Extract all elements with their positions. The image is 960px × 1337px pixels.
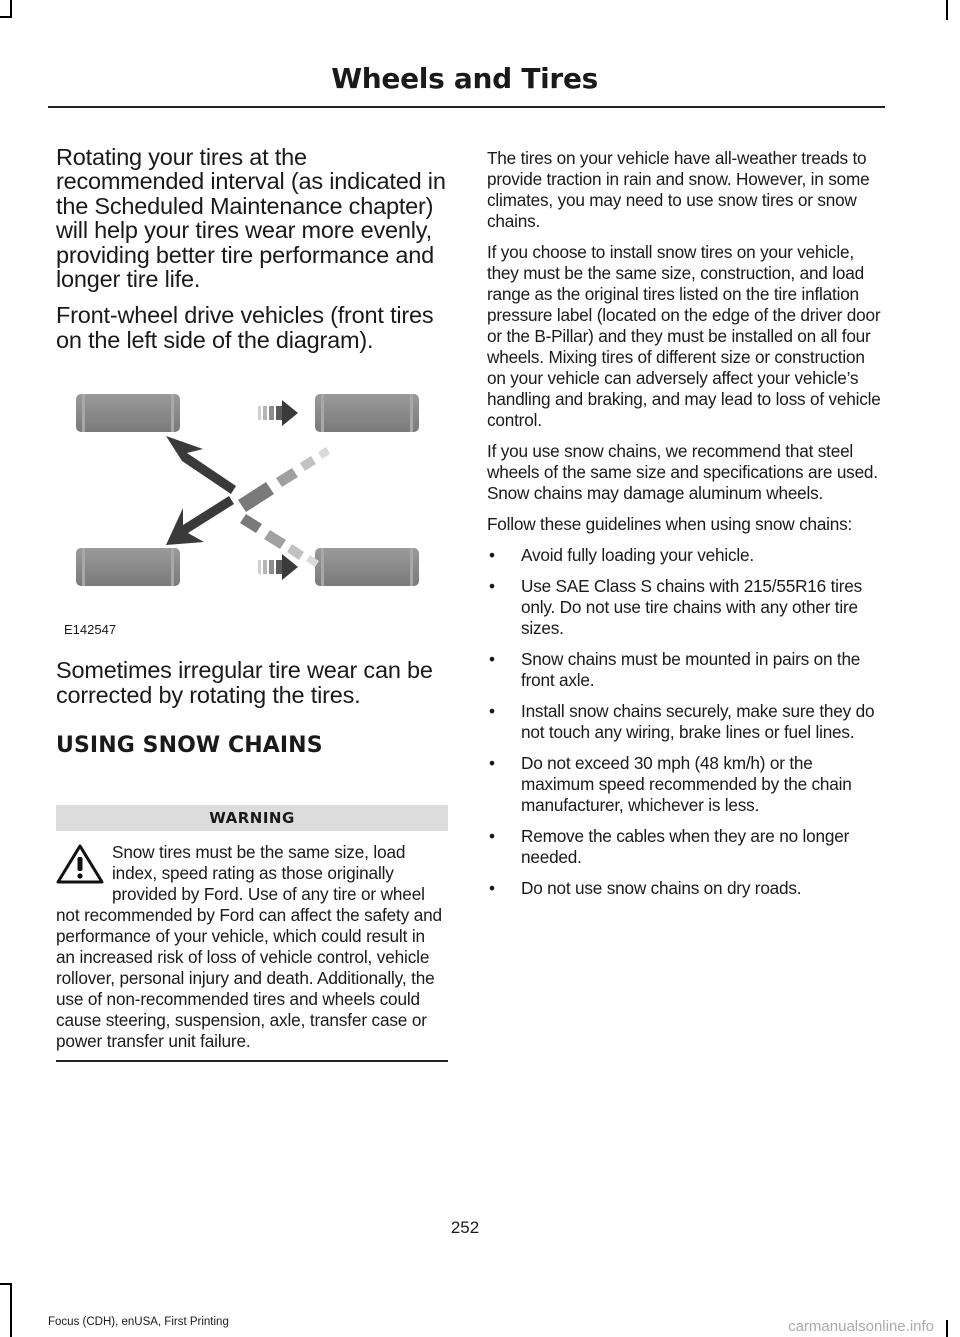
tire-rotation-diagram: [56, 374, 448, 648]
tire-front-left: [76, 394, 180, 432]
crop-mark-top-left-h: [0, 16, 12, 18]
list-item: • Use SAE Class S chains with 215/55R16 tires only. Do not use tire chains with any other tire sizes.: [489, 576, 863, 638]
arrow-right-top-icon: [258, 400, 298, 426]
crop-mark-top-right: [946, 0, 948, 20]
page-title: Wheels and Tires: [331, 62, 598, 95]
bullet-dot: •: [489, 545, 495, 565]
bullet-dot: •: [489, 878, 495, 898]
tire-rear-right: [315, 548, 419, 586]
list-item: • Remove the cables when they are no longer needed.: [489, 826, 850, 867]
warning-box: [56, 805, 448, 1062]
page-number: 252: [450, 1218, 480, 1237]
all-weather-paragraph: The tires on your vehicle have all-weather treads to provide traction in rain and snow. However, in some climates, you may need to use snow tires or snow chains.: [487, 148, 870, 231]
guidelines-list: [487, 545, 882, 899]
crop-mark-top-left: [10, 0, 12, 16]
tire-rotation-svg: [56, 374, 448, 648]
figure-code: E142547: [64, 622, 117, 638]
guidelines-intro: Follow these guidelines when using snow chains:: [487, 514, 853, 534]
header-divider: [48, 106, 885, 108]
left-column: [56, 145, 448, 1062]
list-item: • Install snow chains securely, make sure they do not touch any wiring, brake lines or fuel lines.: [489, 701, 875, 742]
bullet-dot: •: [489, 576, 495, 596]
right-column: [487, 148, 882, 909]
watermark: carmanualsonline.info: [788, 1318, 934, 1335]
fwd-note: Front-wheel drive vehicles (front tires on the left side of the diagram).: [56, 302, 434, 353]
faded-cross-arrows-icon: [238, 447, 330, 567]
arrow-right-bottom-icon: [258, 554, 298, 580]
crop-mark-bottom-left: [10, 1283, 12, 1337]
warning-body: [56, 842, 448, 1052]
footer-edition: Focus (CDH), enUSA, First Printing: [48, 1316, 229, 1328]
warning-text: Snow tires must be the same size, load index, speed rating as those originally provided by Ford. Use of any tire or wheel not recommended by Ford can affect the safety and performance of your vehicle, which could result in an increased risk of loss of vehicle control, vehicle rollover, personal injury and death. Additionally, the use of non-recommended tires and wheels could cause steering, suspension, axle, transfer case or power transfer unit failure.: [56, 842, 442, 1052]
warning-label: WARNING: [56, 805, 448, 831]
bullet-dot: •: [489, 753, 495, 773]
crop-mark-bottom-left-h: [0, 1283, 12, 1285]
warning-divider: [56, 1060, 448, 1062]
list-item: • Do not exceed 30 mph (48 km/h) or the maximum speed recommended by the chain manufacturer, whichever is less.: [489, 753, 852, 815]
section-heading: USING SNOW CHAINS: [56, 733, 323, 759]
list-item: • Do not use snow chains on dry roads.: [489, 878, 802, 898]
snow-tires-paragraph: If you choose to install snow tires on your vehicle, they must be the same size, construction, and load range as the original tires listed on the tire inflation pressure label (located on the edge of the driver door or the B-Pillar) and they must be installed on all four wheels. Mixing tires of different size or construction on your vehicle can adversely affect your vehicle’s handling and braking, and may lead to loss of vehicle control.: [487, 242, 881, 430]
warning-triangle-icon: [56, 844, 104, 884]
arrow-front-to-rear-icon: [166, 496, 234, 545]
crop-mark-bottom-right: [946, 1320, 948, 1337]
intro-paragraph: Rotating your tires at the recommended interval (as indicated in the Scheduled Maintenance chapter) will help your tires wear more evenly, providing better tire performance and longer tire life.: [56, 144, 446, 293]
irregular-wear-paragraph: Sometimes irregular tire wear can be corrected by rotating the tires.: [56, 657, 433, 708]
snow-chains-paragraph: If you use snow chains, we recommend that steel wheels of the same size and specifications are used. Snow chains may damage aluminum wheels.: [487, 441, 878, 503]
arrow-rear-to-front-icon: [166, 436, 236, 494]
tire-rear-left: [76, 548, 180, 586]
bullet-dot: •: [489, 701, 495, 721]
list-item: • Snow chains must be mounted in pairs on the front axle.: [489, 649, 861, 690]
list-item: • Avoid fully loading your vehicle.: [489, 545, 754, 565]
tire-front-right: [315, 394, 419, 432]
bullet-dot: •: [489, 649, 495, 669]
bullet-dot: •: [489, 826, 495, 846]
